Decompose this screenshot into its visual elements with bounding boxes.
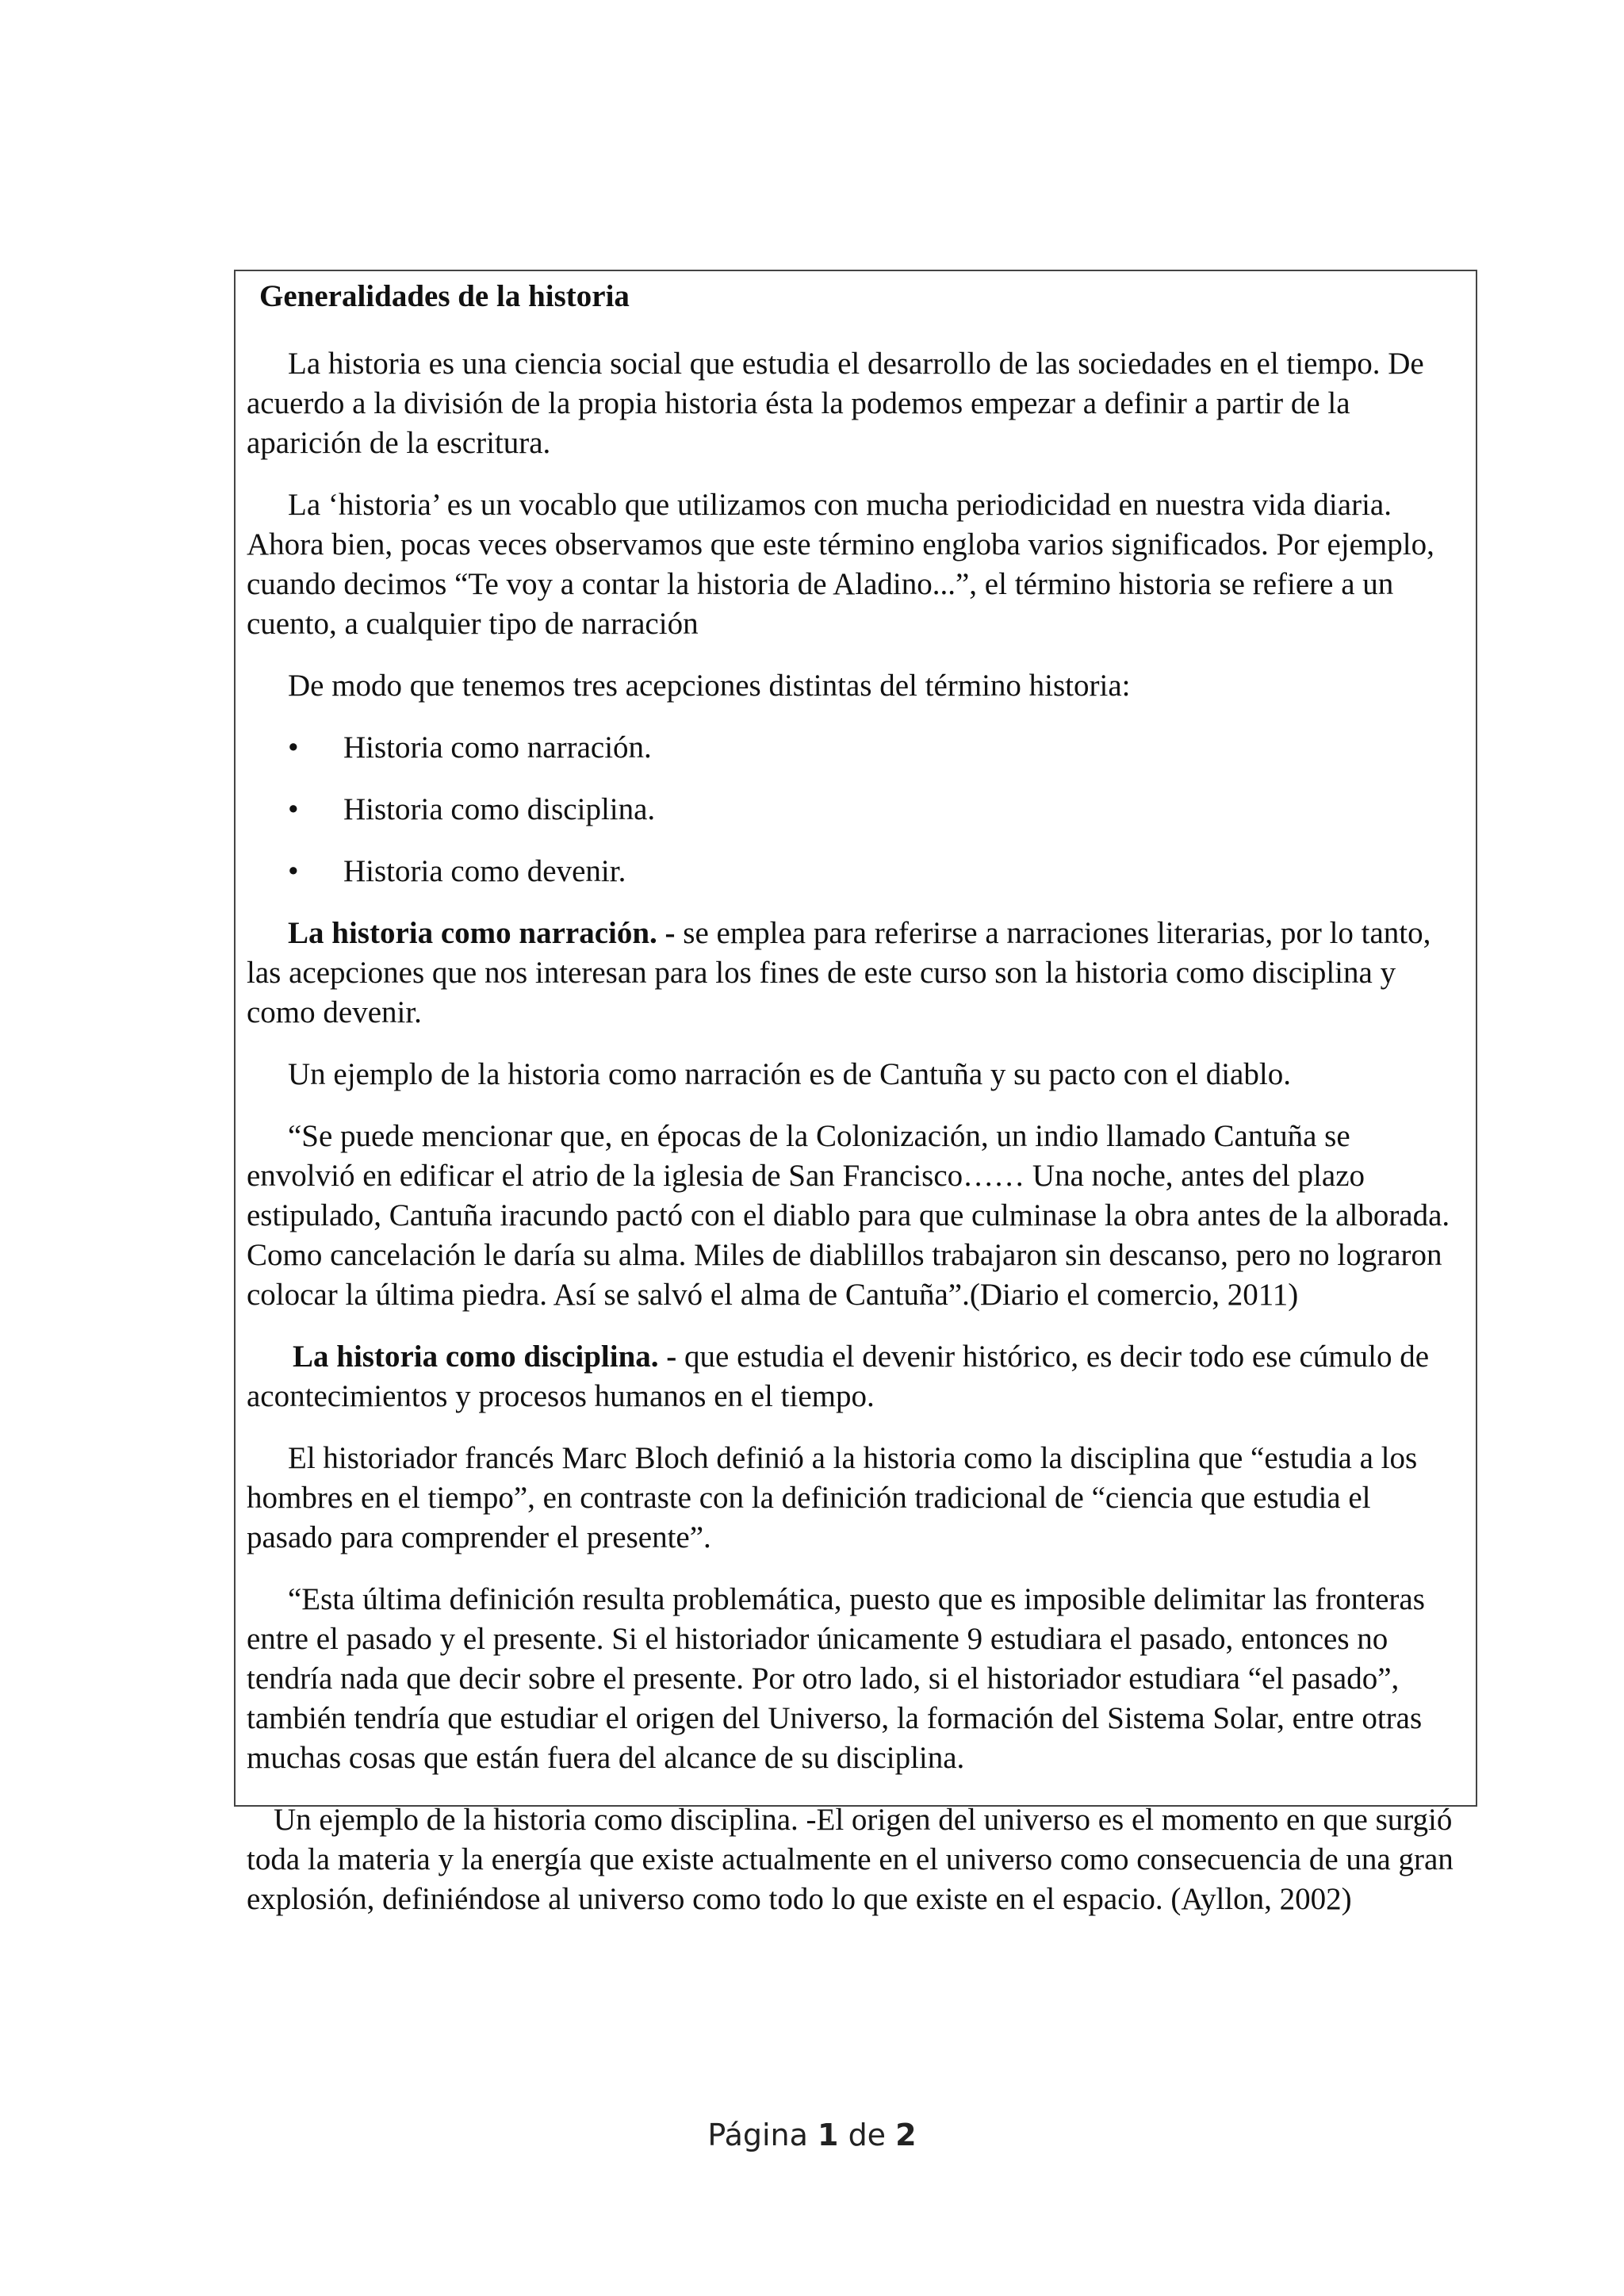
bullet-icon: •	[288, 792, 299, 826]
disciplina-term: La historia como disciplina. -	[293, 1340, 677, 1374]
narracion-definition: se emplea para referirse a narraciones literarias, por lo tanto, las acepciones que nos interesan para los fines de este curso son la historia como disciplina y como devenir.	[247, 916, 1431, 1029]
paragraph-acepciones: De modo que tenemos tres acepciones distintas del término historia:	[288, 669, 1131, 703]
total-pages: 2	[895, 2118, 917, 2152]
paragraph-cantuna-quote: “Se puede mencionar que, en épocas de la Colonización, un indio llamado Cantuña se envolvió en edificar el atrio de la iglesia de San Francisco…… Una noche, antes del plazo estipulado, Cantuña iracundo pactó con el diablo para que culminase la obra antes de la alborada. Como cancelación le daría su alma. Miles de diablillos trabajaron sin descanso, pero no lograron colocar la última piedra. Así se salvó el alma de Cantuña”.(Diario el comercio, 2011)	[247, 1119, 1450, 1312]
list-item	[247, 728, 1464, 768]
list-item-label: Historia como narración.	[343, 730, 652, 765]
list-item	[247, 852, 1464, 891]
bullet-icon: •	[288, 854, 299, 888]
bullet-icon: •	[288, 730, 299, 765]
paragraph-problematica: “Esta última definición resulta problemática, puesto que es imposible delimitar las fronteras entre el pasado y el presente. Si el historiador únicamente 9 estudiara el pasado, entonces no tendría nada que decir sobre el presente. Por otro lado, si el historiador estudiara “el pasado”, también tendría que estudiar el origen del Universo, la formación del Sistema Solar, entre otras muchas cosas que están fuera del alcance de su disciplina.	[247, 1582, 1425, 1775]
paragraph-narracion	[247, 914, 1464, 1033]
paragraph-cantuna-intro: Un ejemplo de la historia como narración es de Cantuña y su pacto con el diablo.	[288, 1057, 1291, 1091]
disciplina-definition: que estudia el devenir histórico, es decir todo ese cúmulo de acontecimientos y procesos humanos en el tiempo.	[247, 1340, 1429, 1413]
paragraph-disciplina	[247, 1337, 1464, 1416]
paragraph-universo: Un ejemplo de la historia como disciplina. -El origen del universo es el momento en que surgió toda la materia y la energía que existe actualmente en el universo como consecuencia de una gran explosión, definiéndose al universo como todo lo que existe en el espacio. (Ayllon, 2002)	[247, 1803, 1454, 1916]
page-word: Página	[707, 2118, 808, 2152]
narracion-term: La historia como narración. -	[288, 916, 676, 950]
body-text	[247, 344, 1464, 1941]
paragraph-intro: La historia es una ciencia social que estudia el desarrollo de las sociedades en el tiempo. De acuerdo a la división de la propia historia ésta la podemos empezar a definir a partir de la aparición de la escritura.	[247, 347, 1424, 460]
page-title: Generalidades de la historia	[259, 279, 630, 313]
list-item-label: Historia como devenir.	[343, 854, 626, 888]
list-item-label: Historia como disciplina.	[343, 792, 656, 826]
paragraph-bloch: El historiador francés Marc Bloch definió a la historia como la disciplina que “estudia a los hombres en el tiempo”, en contraste con la definición tradicional de “ciencia que estudia el pasado para comprender el presente”.	[247, 1441, 1418, 1554]
current-page: 1	[818, 2118, 839, 2152]
page-number	[0, 2118, 1624, 2152]
content-box	[234, 270, 1477, 1916]
acepciones-list	[247, 728, 1464, 891]
of-word: de	[848, 2118, 887, 2152]
paragraph-vocablo: La ‘historia’ es un vocablo que utilizamos con mucha periodicidad en nuestra vida diaria. Ahora bien, pocas veces observamos que este término engloba varios significados. Por ejemplo, cuando decimos “Te voy a contar la historia de Aladino...”, el término historia se refiere a un cuento, a cualquier tipo de narración	[247, 488, 1434, 641]
list-item	[247, 790, 1464, 830]
